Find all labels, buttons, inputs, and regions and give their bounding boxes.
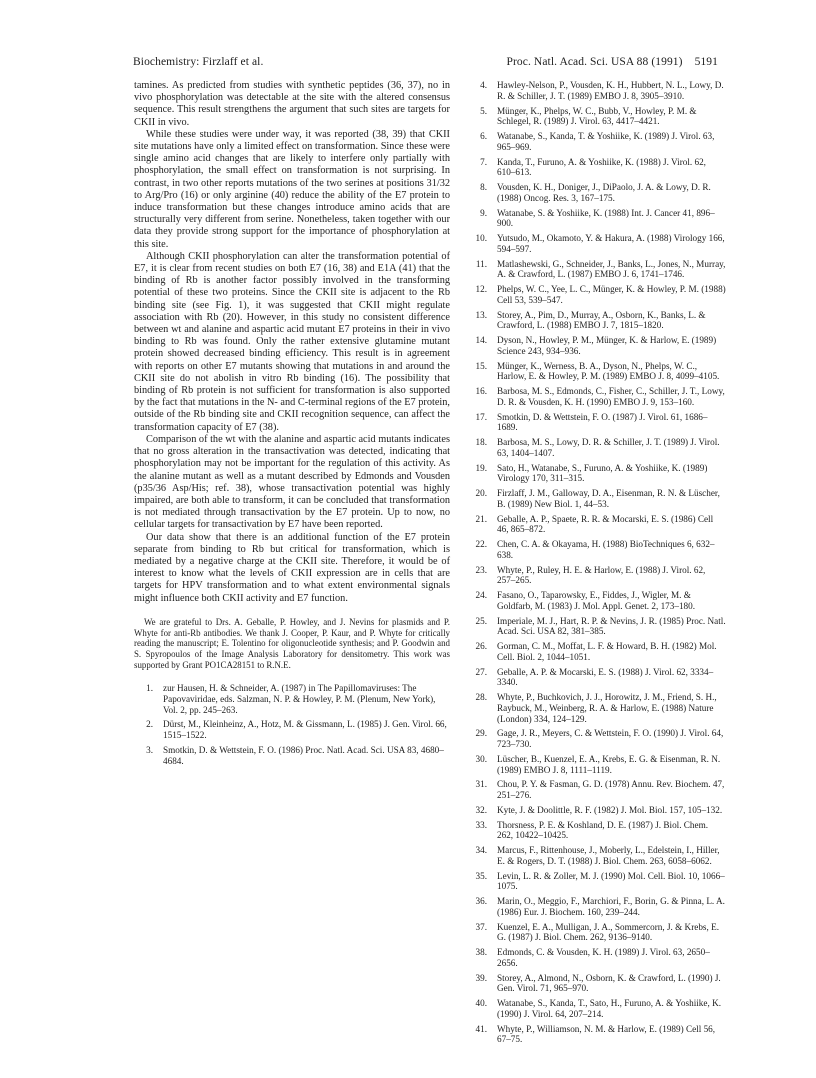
reference-item	[468, 820, 726, 842]
reference-text: Phelps, W. C., Yee, L. C., Münger, K. & Howley, P. M. (1988) Cell 53, 539–547.	[497, 284, 726, 305]
reference-text: Thorsness, P. E. & Koshland, D. E. (1987) J. Biol. Chem. 262, 10422–10425.	[497, 819, 709, 841]
reference-number: 20.	[475, 488, 487, 498]
reference-number: 10.	[475, 233, 487, 243]
reference-item	[468, 514, 726, 536]
reference-text: Edmonds, C. & Vousden, K. H. (1989) J. Virol. 63, 2650–2656.	[497, 947, 710, 968]
reference-text: Vousden, K. H., Doniger, J., DiPaolo, J. A. & Lowy, D. R. (1988) Oncog. Res. 3, 167–175.	[497, 182, 711, 203]
page-number: 5191	[694, 56, 718, 68]
reference-item	[468, 157, 726, 179]
reference-item	[468, 259, 726, 281]
reference-item	[468, 947, 726, 969]
reference-number: 2.	[146, 719, 153, 730]
reference-number: 9.	[480, 207, 487, 218]
reference-number: 14.	[475, 335, 487, 345]
reference-number: 32.	[475, 804, 487, 815]
reference-text: Watanabe, S., Kanda, T., Sato, H., Furuno, A. & Yoshiike, K. (1990) J. Virol. 64, 207–214.	[497, 998, 721, 1019]
reference-text: Barbosa, M. S., Edmonds, C., Fisher, C., Schiller, J. T., Lowy, D. R. & Vousden, K. H. (1990) EMBO J. 9, 153–160.	[497, 386, 725, 407]
reference-text: Dyson, N., Howley, P. M., Münger, K. & Harlow, E. (1989) Science 243, 934–936.	[497, 335, 717, 356]
reference-number: 19.	[475, 462, 487, 473]
reference-text: Geballe, A. P. & Mocarski, E. S. (1988) J. Virol. 62, 3334–3340.	[497, 666, 714, 688]
reference-text: Gorman, C. M., Moffat, L. F. & Howard, B. H. (1982) Mol. Cell. Biol. 2, 1044–1051.	[497, 641, 717, 662]
reference-number: 31.	[475, 779, 487, 790]
right-column	[468, 80, 726, 1049]
reference-text: Sato, H., Watanabe, S., Furuno, A. & Yoshiike, K. (1989) Virology 170, 311–315.	[497, 462, 708, 484]
reference-list-left	[134, 683, 450, 767]
reference-item	[134, 683, 450, 716]
reference-number: 28.	[475, 692, 487, 702]
reference-text: Matlashewski, G., Schneider, J., Banks, L., Jones, N., Murray, A. & Crawford, L. (1987) EMBO J. 6, 1741–1746.	[497, 258, 726, 280]
reference-number: 38.	[475, 947, 487, 957]
reference-number: 13.	[475, 309, 487, 320]
body-paragraph: While these studies were under way, it was reported (38, 39) that CKII site mutations have only a limited effect on transformation. Since these were single amino acid changes that are likely to interfere only partially with phosphorylation, the small effect on transformation is not surprising. In contrast, in two other reports mutations of the two serines at positions 31/32 to Arg/Pro (16) or only arginine (40) reduce the ability of the E7 protein to induce transformation but these changes introduce amino acids that are structurally very different from serine. Nonetheless, taken together with our data they provide strong support for the importance of phosphorylation at this site.	[134, 128, 450, 250]
reference-item	[468, 310, 726, 332]
reference-text: Kuenzel, E. A., Mulligan, J. A., Sommercorn, J. & Krebs, E. G. (1987) J. Biol. Chem. 262, 9136–9140.	[497, 921, 720, 943]
reference-number: 8.	[480, 182, 487, 192]
reference-item	[134, 719, 450, 741]
reference-number: 3.	[146, 744, 153, 755]
reference-item	[468, 922, 726, 944]
reference-list-right	[468, 80, 726, 1045]
reference-item	[468, 871, 726, 893]
reference-text: Fasano, O., Taparowsky, E., Fiddes, J., Wigler, M. & Goldfarb, M. (1983) J. Mol. Appl. Genet. 2, 173–180.	[497, 590, 696, 611]
reference-number: 30.	[475, 753, 487, 764]
reference-text: Kyte, J. & Doolittle, R. F. (1982) J. Mol. Biol. 157, 105–132.	[497, 804, 723, 815]
body-paragraph: tamines. As predicted from studies with synthetic peptides (36, 37), no in vivo phosphorylation was detectable at the site with the altered consensus sequence. This result strengthens the argument that such sites are targets for CKII in vivo.	[134, 80, 450, 128]
reference-item	[468, 692, 726, 725]
reference-item	[468, 412, 726, 434]
reference-number: 25.	[475, 615, 487, 626]
reference-item	[468, 805, 726, 816]
reference-text: Chen, C. A. & Okayama, H. (1988) BioTechniques 6, 632–638.	[497, 539, 715, 560]
reference-item	[468, 361, 726, 383]
reference-text: Hawley-Nelson, P., Vousden, K. H., Hubbert, N. L., Lowy, D. R. & Schiller, J. T. (1989) EMBO J. 8, 3905–3910.	[497, 80, 724, 101]
reference-text: Levin, L. R. & Zoller, M. J. (1990) Mol. Cell. Biol. 10, 1066–1075.	[497, 870, 725, 892]
reference-number: 6.	[480, 131, 487, 141]
reference-item	[468, 182, 726, 204]
reference-number: 16.	[475, 386, 487, 396]
running-header-left: Biochemistry: Firzlaff et al.	[133, 56, 264, 68]
reference-text: Smotkin, D. & Wettstein, F. O. (1987) J. Virol. 61, 1686–1689.	[497, 411, 708, 433]
reference-text: Watanabe, S., Kanda, T. & Yoshiike, K. (1989) J. Virol. 63, 965–969.	[497, 131, 715, 152]
reference-number: 18.	[475, 437, 487, 447]
reference-number: 37.	[475, 921, 487, 932]
reference-number: 15.	[475, 360, 487, 371]
reference-text: Watanabe, S. & Yoshiike, K. (1988) Int. J. Cancer 41, 896–900.	[497, 207, 715, 229]
journal-citation: Proc. Natl. Acad. Sci. USA 88 (1991)	[506, 56, 683, 68]
reference-item	[468, 106, 726, 128]
left-column	[134, 80, 450, 770]
body-paragraph: Comparison of the wt with the alanine and aspartic acid mutants indicates that no gross alteration in the transactivation was detected, indicating that phosphorylation may not be important for the regulation of this activity. As the alanine mutant as well as a mutant described by Edmonds and Vousden (p35/36 Asp/His; ref. 38), whose transactivation potential was highly impaired, are both able to transform, it can be concluded that transformation is not mediated through transactivation by the E7 protein. Up to now, no cellular targets for transactivation by E7 have been reported.	[134, 433, 450, 531]
reference-text: Chou, P. Y. & Fasman, G. D. (1978) Annu. Rev. Biochem. 47, 251–276.	[497, 779, 725, 801]
body-paragraph: Although CKII phosphorylation can alter the transformation potential of E7, it is clear from recent studies on both E7 (16, 38) and E1A (41) that the binding of Rb is another factor possibly involved in the transforming potential of these two proteins. Since the CKII site is adjacent to the Rb binding site (see Fig. 1), it was suggested that CKII might regulate association with Rb (20). However, in this study no consistent difference between wt and alanine and aspartic acid mutant E7 proteins in their in vivo binding to Rb was found. Only the rather extensive glutamine mutant protein showed decreased binding efficiency. This result is in agreement with reports on other E7 mutants showing that mutations in and around the CKII site do not abolish in vitro Rb binding (16). The possibility that binding of Rb protein is not sufficient for transformation is also supported by the fact that mutations in the N- and C-terminal regions of the E7 protein, outside of the Rb binding site and CKII recognition sequence, can affect the transformation capacity of E7 (38).	[134, 250, 450, 433]
body-paragraph: Our data show that there is an additional function of the E7 protein separate from binding to Rb but critical for transformation, which is mediated by a negative charge at the CKII site. Therefore, it would be of interest to know what the levels of CKII expression are in cells that are targets for HPV transformation and to what extent environmental signals might influence both CKII activity and E7 function.	[134, 531, 450, 604]
reference-number: 40.	[475, 998, 487, 1008]
reference-text: Gage, J. R., Meyers, C. & Wettstein, F. O. (1990) J. Virol. 64, 723–730.	[497, 728, 724, 750]
reference-item	[468, 998, 726, 1020]
reference-number: 41.	[475, 1023, 487, 1034]
reference-number: 26.	[475, 641, 487, 651]
reference-item	[468, 754, 726, 776]
reference-item	[468, 973, 726, 995]
reference-number: 35.	[475, 870, 487, 881]
reference-number: 7.	[480, 156, 487, 167]
reference-text: Geballe, A. P., Spaete, R. R. & Mocarski, E. S. (1986) Cell 46, 865–872.	[497, 513, 714, 535]
reference-item	[468, 641, 726, 663]
reference-item	[468, 386, 726, 408]
reference-number: 4.	[480, 80, 487, 90]
reference-text: Marcus, F., Rittenhouse, J., Moberly, L., Edelstein, I., Hiller, E. & Rogers, D. T. (1988) J. Biol. Chem. 263, 6058–6062.	[497, 845, 720, 866]
reference-number: 33.	[475, 819, 487, 830]
reference-text: Storey, A., Pim, D., Murray, A., Osborn, K., Banks, L. & Crawford, L. (1988) EMBO J. 7, 1815–1820.	[497, 309, 706, 331]
reference-text: Münger, K., Werness, B. A., Dyson, N., Phelps, W. C., Harlow, E. & Howley, P. M. (1989) EMBO J. 8, 4099–4105.	[497, 360, 720, 382]
reference-number: 23.	[475, 564, 487, 575]
reference-number: 27.	[475, 666, 487, 677]
reference-item	[468, 539, 726, 561]
reference-item	[468, 488, 726, 510]
reference-text: Whyte, P., Buchkovich, J. J., Horowitz, J. M., Friend, S. H., Raybuck, M., Weinberg, R. A. & Harlow, E. (1988) Nature (London) 334, 124–129.	[497, 692, 717, 724]
reference-item	[468, 463, 726, 485]
reference-item	[468, 131, 726, 153]
reference-item	[468, 667, 726, 689]
reference-number: 11.	[475, 258, 487, 269]
reference-number: 24.	[475, 590, 487, 600]
reference-text: Storey, A., Almond, N., Osborn, K. & Crawford, L. (1990) J. Gen. Virol. 71, 965–970.	[497, 972, 721, 994]
reference-text: Whyte, P., Ruley, H. E. & Harlow, E. (1988) J. Virol. 62, 257–265.	[497, 564, 706, 586]
reference-number: 21.	[475, 513, 487, 524]
reference-text: Marin, O., Meggio, F., Marchiori, F., Borin, G. & Pinna, L. A. (1986) Eur. J. Biochem. 160, 239–244.	[497, 896, 725, 917]
reference-text: Whyte, P., Williamson, N. M. & Harlow, E. (1989) Cell 56, 67–75.	[497, 1023, 716, 1045]
reference-text: Münger, K., Phelps, W. C., Bubb, V., Howley, P. M. & Schlegel, R. (1989) J. Virol. 63, 4417–4421.	[497, 105, 697, 127]
reference-number: 34.	[475, 845, 487, 855]
reference-text: Imperiale, M. J., Hart, R. P. & Nevins, J. R. (1985) Proc. Natl. Acad. Sci. USA 82, 381–385.	[497, 615, 726, 637]
reference-item	[468, 728, 726, 750]
reference-number: 36.	[475, 896, 487, 906]
reference-item	[468, 896, 726, 918]
reference-item	[468, 1024, 726, 1046]
reference-number: 17.	[475, 411, 487, 422]
reference-text: Dürst, M., Kleinheinz, A., Hotz, M. & Gissmann, L. (1985) J. Gen. Virol. 66, 1515–1522.	[163, 719, 447, 741]
running-header-right	[507, 56, 719, 68]
reference-text: Lüscher, B., Kuenzel, E. A., Krebs, E. G. & Eisenman, R. N. (1989) EMBO J. 8, 1111–1119.	[497, 753, 721, 775]
reference-item	[468, 590, 726, 612]
acknowledgment: We are grateful to Drs. A. Geballe, P. Howley, and J. Nevins for plasmids and P. Whyte for anti-Rb antibodies. We thank J. Cooper, P. Kaur, and P. Whyte for critically reading the manuscript; E. Tolentino for oligonucleotide synthesis; and P. Goodwin and S. Spyropoulos of the Image Analysis Laboratory for densitometry. This work was supported by Grant PO1CA28151 to R.N.E.	[134, 616, 450, 670]
reference-item	[468, 565, 726, 587]
reference-text: Kanda, T., Furuno, A. & Yoshiike, K. (1988) J. Virol. 62, 610–613.	[497, 156, 706, 178]
reference-item	[468, 233, 726, 255]
reference-number: 1.	[146, 682, 153, 693]
reference-number: 22.	[475, 539, 487, 549]
reference-text: Barbosa, M. S., Lowy, D. R. & Schiller, J. T. (1989) J. Virol. 63, 1404–1407.	[497, 437, 720, 458]
reference-text: Yutsudo, M., Okamoto, Y. & Hakura, A. (1988) Virology 166, 594–597.	[497, 233, 725, 254]
reference-item	[468, 284, 726, 306]
reference-number: 29.	[475, 728, 487, 739]
reference-text: Smotkin, D. & Wettstein, F. O. (1986) Proc. Natl. Acad. Sci. USA 83, 4680–4684.	[163, 744, 444, 766]
reference-number: 12.	[475, 284, 487, 294]
reference-item	[468, 208, 726, 230]
reference-item	[468, 335, 726, 357]
reference-number: 5.	[480, 105, 487, 116]
reference-number: 39.	[475, 972, 487, 983]
reference-item	[468, 779, 726, 801]
reference-item	[134, 745, 450, 767]
reference-item	[468, 845, 726, 867]
reference-item	[468, 80, 726, 102]
reference-item	[468, 437, 726, 459]
reference-text: zur Hausen, H. & Schneider, A. (1987) in The Papillomaviruses: The Papovaviridae, eds. Salzman, N. P. & Howley, P. M. (Plenum, New York), Vol. 2, pp. 245–263.	[163, 682, 436, 715]
reference-text: Firzlaff, J. M., Galloway, D. A., Eisenman, R. N. & Lüscher, B. (1989) New Biol. 1, 44–53.	[497, 488, 720, 509]
reference-item	[468, 616, 726, 638]
